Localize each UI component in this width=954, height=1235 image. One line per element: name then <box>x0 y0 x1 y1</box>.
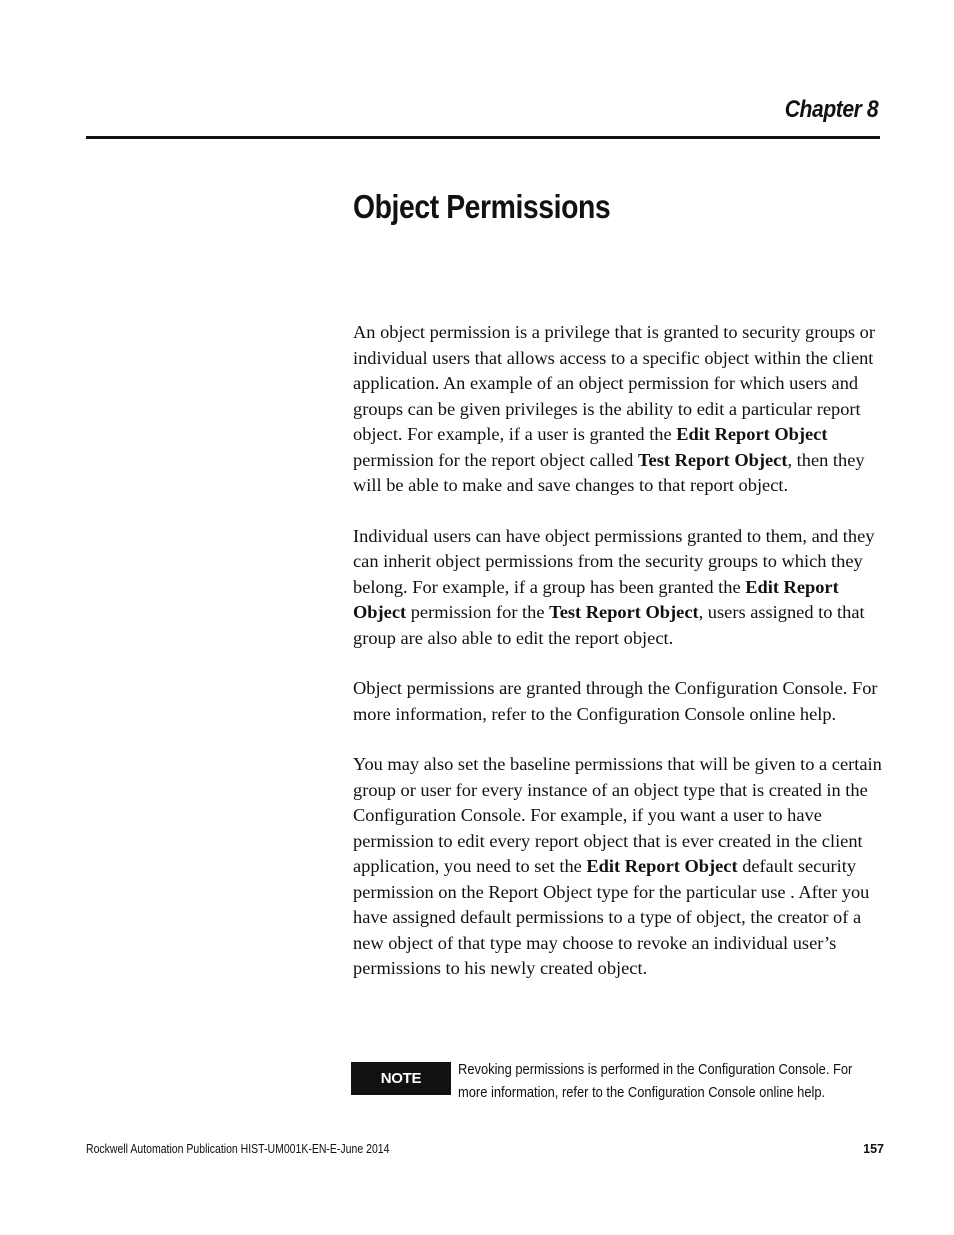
paragraph-text: default security permission on the Report Object type for the particular use . After you have assigned default permissions to a type of object, the creator of a new object of that type may choose to revoke an individual user’s permissions to his newly created object. <box>353 856 870 978</box>
note-text <box>458 1058 853 1104</box>
paragraph-text: You may also set the baseline permissions that will be given to a certain group or user for every instance of an object type that is created in the Configuration Console. For example, if you want a user to have permission to edit every report object that is ever created in the client application, you need to set the <box>353 754 882 876</box>
chapter-rule <box>86 136 880 139</box>
page-number: 157 <box>863 1142 884 1156</box>
paragraph-1 <box>353 320 883 499</box>
chapter-label: Chapter 8 <box>784 96 878 123</box>
note-tag: NOTE <box>351 1062 451 1095</box>
paragraph-text: Individual users can have object permissions granted to them, and they can inherit object permissions from the security groups to which they belong. For example, if a group has been granted the <box>353 525 875 597</box>
body-text <box>353 320 883 1007</box>
bold-term: Edit Report Object <box>586 856 738 876</box>
footer-publication: Rockwell Automation Publication HIST-UM001K-EN-E-June 2014 <box>86 1142 390 1156</box>
bold-term: Edit Report Object <box>353 576 839 622</box>
paragraph-text: , then they will be able to make and save changes to that report object. <box>353 449 865 495</box>
paragraph-3 <box>353 676 883 727</box>
bold-term: Edit Report Object <box>676 424 828 444</box>
bold-term: Test Report Object <box>549 602 699 622</box>
paragraph-text: An object permission is a privilege that is granted to security groups or individual users that allows access to a specific object within the client application. An example of an object permission for which users and groups can be given privileges is the ability to edit a particular report object. For example, if a user is granted the <box>353 322 875 444</box>
paragraph-2 <box>353 524 883 652</box>
bold-term: Test Report Object <box>637 449 788 470</box>
note-line-2: more information, refer to the Configuration Console online help. <box>458 1084 826 1101</box>
paragraph-4 <box>353 752 883 982</box>
page-title: Object Permissions <box>353 188 611 225</box>
paragraph-text: Object permissions are granted through the Configuration Console. For more information, refer to the Configuration Console online help. <box>353 678 878 724</box>
note-line-1: Revoking permissions is performed in the Configuration Console. For <box>458 1061 853 1078</box>
paragraph-text: permission for the <box>406 602 550 622</box>
paragraph-text: permission for the report object called <box>353 449 638 470</box>
paragraph-text: , users assigned to that group are also able to edit the report object. <box>353 602 865 648</box>
